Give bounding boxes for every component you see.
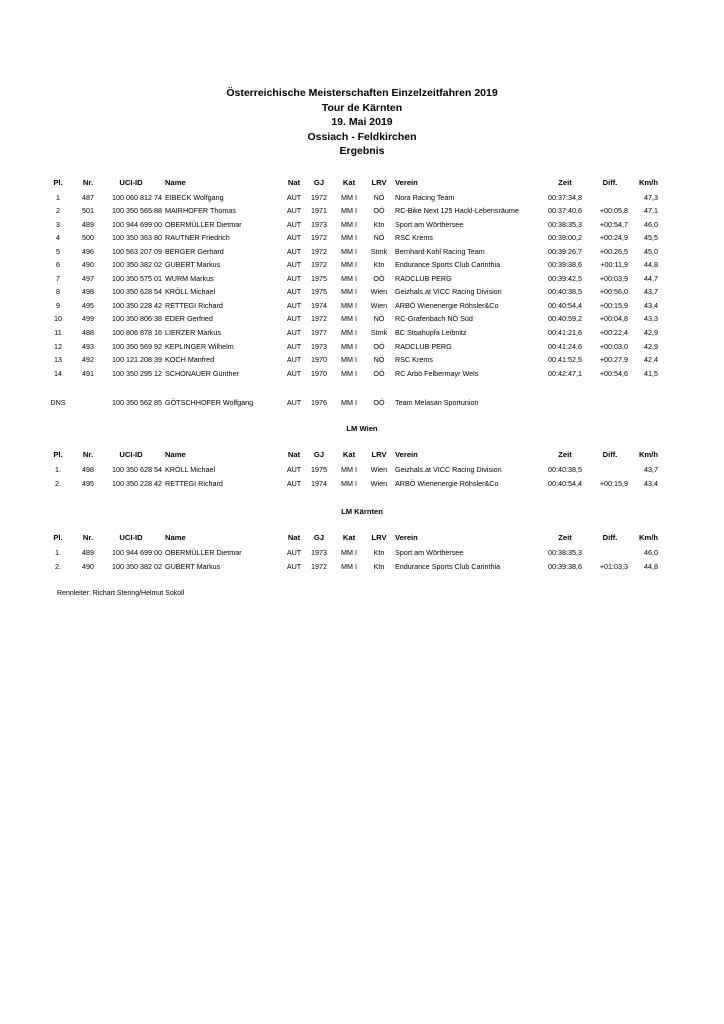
col-lrv: LRV (371, 450, 387, 459)
cell-name: LIERZER Markus (165, 328, 221, 337)
cell-verein: Geizhals.at VICC Racing Division (395, 465, 502, 474)
cell-nr: 489 (82, 548, 94, 557)
cell-nat: AUT (286, 219, 302, 229)
cell-gj: 1972 (311, 233, 327, 243)
cell-gj: 1973 (311, 341, 327, 351)
cell-pl: 2. (55, 562, 61, 571)
cell-pl: 1. (55, 465, 61, 474)
cell-kmh: 43,4 (644, 300, 658, 310)
cell-diff: +00:54,7 (599, 219, 628, 229)
cell-kat: MM I (341, 273, 357, 283)
col-uci: UCI-ID (119, 533, 143, 542)
cell-kat: MM I (341, 192, 357, 202)
cell-nr: 500 (82, 233, 94, 243)
cell-zeit: 00:40:38,5 (548, 465, 582, 474)
col-kat: Kat (342, 178, 356, 187)
cell-kat: MM I (341, 233, 357, 243)
cell-uci: 100 350 295 12 (112, 368, 162, 378)
cell-uci: 100 806 878 16 (112, 328, 162, 337)
cell-zeit: 00:40:38,5 (548, 287, 582, 297)
cell-nr: 499 (82, 314, 94, 324)
cell-pl: 11 (54, 328, 62, 337)
cell-verein: RC-Bike Next 125 Hackl-Lebensräume (395, 206, 519, 216)
cell-kmh: 42,4 (644, 355, 658, 365)
cell-nat: AUT (286, 398, 302, 407)
cell-zeit: 00:41:24,6 (548, 341, 582, 351)
cell-zeit: 00:40:54,4 (548, 479, 582, 488)
cell-verein: RC Arbö Felbermayr Wels (395, 368, 479, 378)
cell-kmh: 44,8 (644, 562, 658, 571)
cell-nat: AUT (286, 562, 302, 571)
table-row (0, 478, 724, 490)
cell-kat: MM I (341, 368, 357, 378)
cell-pl: 12 (54, 341, 62, 351)
cell-kat: MM I (341, 260, 357, 270)
cell-kmh: 46,0 (644, 219, 658, 229)
cell-lrv: Stmk (370, 246, 388, 256)
cell-verein: BC Stoahupfa Leibnitz (395, 328, 467, 337)
col-nat: Nat (287, 533, 301, 542)
col-uci: UCI-ID (119, 178, 143, 187)
table-row (0, 313, 724, 325)
col-pl: Pl. (53, 533, 63, 542)
cell-nr: 492 (82, 355, 94, 365)
table-row (0, 286, 724, 298)
cell-diff: +00:03,9 (599, 273, 628, 283)
table-row (0, 561, 724, 573)
cell-pl: 2 (56, 206, 60, 216)
cell-nat: AUT (286, 368, 302, 378)
col-verein: Verein (395, 178, 418, 187)
cell-lrv: NÖ (373, 355, 385, 365)
cell-kmh: 43,7 (644, 287, 658, 297)
cell-zeit: 00:39:42,5 (548, 273, 582, 283)
col-lrv: LRV (371, 533, 387, 542)
cell-uci: 100 121 208 39 (112, 355, 162, 365)
cell-pl: 5 (56, 246, 60, 256)
cell-name: EDER Gerfried (165, 314, 213, 324)
cell-uci: 100 350 228 42 (112, 479, 162, 488)
cell-uci: 100 350 382 02 (112, 562, 162, 571)
cell-lrv: Wien (370, 287, 388, 297)
cell-lrv: Ktn (373, 260, 385, 270)
cell-gj: 1970 (311, 355, 327, 365)
cell-lrv: OÖ (373, 206, 385, 216)
cell-name: OBERMÜLLER Dietmar (165, 219, 242, 229)
cell-gj: 1974 (311, 300, 327, 310)
cell-nr: 495 (82, 479, 94, 488)
table-row (0, 327, 724, 339)
cell-nat: AUT (286, 355, 302, 365)
lm-kaernten-title: LM Kärnten (341, 507, 383, 516)
col-zeit: Zeit (558, 533, 572, 542)
cell-gj: 1975 (311, 287, 327, 297)
cell-nat: AUT (286, 328, 302, 337)
cell-lrv: OÖ (373, 368, 385, 378)
cell-nat: AUT (286, 314, 302, 324)
cell-diff: +00:24,9 (599, 233, 628, 243)
cell-uci: 100 350 575 01 (112, 273, 162, 283)
cell-zeit: 00:40:54,4 (548, 300, 582, 310)
cell-nr: 498 (82, 287, 94, 297)
cell-diff: +00:15,9 (599, 479, 628, 488)
cell-name: EIBECK Wolfgang (165, 192, 224, 202)
cell-uci: 100 563 207 09 (112, 246, 162, 256)
cell-diff: +00:54,6 (599, 368, 628, 378)
cell-nr: 497 (82, 273, 94, 283)
col-nr: Nr. (82, 178, 94, 187)
cell-name: WURM Markus (165, 273, 214, 283)
cell-pl: 13 (54, 355, 62, 365)
cell-lrv: NÖ (373, 192, 385, 202)
cell-name: KRÖLL Michael (165, 465, 216, 474)
cell-nat: AUT (286, 192, 302, 202)
cell-verein: RSC Krems (395, 355, 433, 365)
cell-kat: MM I (341, 562, 357, 571)
cell-lrv: Wien (370, 479, 388, 488)
cell-kmh: 46,0 (644, 548, 658, 557)
cell-gj: 1972 (311, 192, 327, 202)
cell-kat: MM I (341, 219, 357, 229)
cell-verein: RSC Krems (395, 233, 433, 243)
table-row (0, 219, 724, 231)
cell-diff: +00:05,8 (599, 206, 628, 216)
cell-kmh: 47,1 (644, 206, 658, 216)
cell-pl: 7 (56, 273, 60, 283)
cell-gj: 1972 (311, 562, 327, 571)
cell-uci: 100 350 628 54 (112, 465, 162, 474)
cell-pl: 4 (56, 233, 60, 243)
col-verein: Verein (395, 533, 418, 542)
cell-lrv: NÖ (373, 314, 385, 324)
table-row (0, 397, 724, 409)
cell-pl: 14 (54, 368, 62, 378)
cell-uci: 100 350 806 38 (112, 314, 162, 324)
cell-nat: AUT (286, 287, 302, 297)
table-row (0, 192, 724, 204)
cell-nat: AUT (286, 260, 302, 270)
cell-zeit: 00:40:59,2 (548, 314, 582, 324)
cell-diff: +00:26,5 (599, 246, 628, 256)
table-row (0, 205, 724, 217)
cell-zeit: 00:42:47,1 (548, 368, 582, 378)
cell-pl: 2. (55, 479, 61, 488)
cell-nr: 490 (82, 562, 94, 571)
cell-verein: Team Melasan Sportunion (395, 398, 479, 407)
col-name: Name (165, 533, 186, 542)
cell-gj: 1972 (311, 246, 327, 256)
cell-pl: 1 (56, 192, 60, 202)
cell-zeit: 00:37:40,6 (548, 206, 582, 216)
cell-kat: MM I (341, 548, 357, 557)
lm-wien-title: LM Wien (346, 424, 378, 433)
cell-uci: 100 350 569 92 (112, 341, 162, 351)
cell-verein: Sport am Wörthersee (395, 548, 464, 557)
cell-name: MAIRHOFER Thomas (165, 206, 236, 216)
table-row (0, 300, 724, 312)
cell-lrv: Wien (370, 465, 388, 474)
col-diff: Diff. (602, 450, 618, 459)
cell-nat: AUT (286, 233, 302, 243)
event-date: 19. Mai 2019 (331, 116, 393, 128)
cell-diff: +00:27,9 (599, 355, 628, 365)
cell-zeit: 00:38:35,3 (548, 219, 582, 229)
cell-nr: 489 (82, 219, 94, 229)
table-row (0, 368, 724, 380)
cell-gj: 1975 (311, 465, 327, 474)
cell-gj: 1972 (311, 314, 327, 324)
cell-diff: +00:03,0 (599, 341, 628, 351)
table-row (0, 354, 724, 366)
col-nat: Nat (287, 450, 301, 459)
cell-nr: 498 (82, 465, 94, 474)
cell-name: SCHÖNAUER Günther (165, 368, 239, 378)
cell-nr: 493 (82, 341, 94, 351)
cell-name: KRÖLL Michael (165, 287, 216, 297)
col-gj: GJ (313, 533, 325, 542)
cell-uci: 100 944 699 00 (112, 219, 162, 229)
col-kmh: Km/h (639, 178, 658, 187)
cell-verein: ARBÖ Wienenergie Röhsler&Co (395, 479, 499, 488)
cell-uci: 100 350 628 54 (112, 287, 162, 297)
cell-name: BERGER Gerhard (165, 246, 224, 256)
cell-uci: 100 350 565 88 (112, 206, 162, 216)
cell-gj: 1977 (311, 328, 327, 337)
cell-nr: 495 (82, 300, 94, 310)
col-kmh: Km/h (639, 533, 658, 542)
cell-kmh: 42,9 (644, 328, 658, 337)
cell-pl: 10 (54, 314, 62, 324)
col-kmh: Km/h (639, 450, 658, 459)
results-heading: Ergebnis (339, 145, 385, 157)
col-nr: Nr. (82, 450, 94, 459)
cell-kmh: 42,9 (644, 341, 658, 351)
col-kat: Kat (342, 450, 356, 459)
table-row (0, 232, 724, 244)
cell-kmh: 43,4 (644, 479, 658, 488)
lm-kaernten-table-header (0, 532, 724, 544)
cell-verein: Endurance Sports Club Carinthia (395, 562, 501, 571)
cell-nr: 488 (82, 328, 94, 337)
cell-kmh: 43,7 (644, 465, 658, 474)
document-header (0, 86, 724, 159)
cell-pl: 1. (55, 548, 61, 557)
col-kat: Kat (342, 533, 356, 542)
championship-title: Österreichische Meisterschaften Einzelzeitfahren 2019 (226, 87, 498, 99)
course-name: Ossiach - Feldkirchen (307, 130, 417, 143)
cell-zeit: 00:39:38,6 (548, 562, 582, 571)
cell-gj: 1975 (311, 273, 327, 283)
col-uci: UCI-ID (119, 450, 143, 459)
cell-verein: RC-Grafenbach NÖ Süd (395, 314, 473, 324)
cell-pl: DNS (50, 398, 66, 407)
cell-kat: MM I (341, 206, 357, 216)
cell-pl: 9 (56, 300, 60, 310)
cell-nat: AUT (286, 206, 302, 216)
cell-zeit: 00:39:26,7 (548, 246, 582, 256)
cell-verein: RADCLUB PERG (395, 273, 452, 283)
cell-lrv: Ktn (373, 548, 385, 557)
cell-diff: +00:11,9 (600, 260, 628, 270)
cell-diff: +00:22,4 (599, 328, 628, 337)
cell-verein: Endurance Sports Club Carinthia (395, 260, 501, 270)
cell-verein: ARBÖ Wienenergie Röhsler&Co (395, 300, 499, 310)
tour-name: Tour de Kärnten (321, 101, 403, 114)
cell-gj: 1970 (311, 368, 327, 378)
cell-name: RETTEGI Richard (165, 479, 223, 488)
cell-uci: 100 944 699 00 (112, 548, 162, 557)
cell-uci: 100 060 812 74 (112, 192, 162, 202)
cell-name: RETTEGI Richard (165, 300, 223, 310)
cell-verein: Bernhard Kohl Racing Team (395, 246, 485, 256)
col-pl: Pl. (53, 450, 63, 459)
col-diff: Diff. (602, 178, 618, 187)
cell-lrv: Ktn (373, 562, 385, 571)
cell-lrv: OÖ (373, 398, 385, 407)
cell-kmh: 47,3 (644, 192, 658, 202)
cell-uci: 100 350 363 80 (112, 233, 162, 243)
cell-pl: 8 (56, 287, 60, 297)
cell-nat: AUT (286, 273, 302, 283)
cell-kmh: 44,7 (644, 273, 658, 283)
cell-nr: 496 (82, 246, 94, 256)
cell-nr: 490 (82, 260, 94, 270)
cell-kmh: 45,5 (644, 233, 658, 243)
race-director: Rennleiter: Richart Stering/Helmut Sokoll (57, 590, 185, 597)
cell-zeit: 00:41:21,6 (548, 328, 582, 337)
col-zeit: Zeit (558, 450, 572, 459)
cell-nat: AUT (286, 479, 302, 488)
cell-verein: Nora Racing Team (395, 192, 455, 202)
cell-kat: MM I (341, 398, 357, 407)
table-row (0, 341, 724, 353)
cell-kat: MM I (341, 465, 357, 474)
cell-name: GUBERT Markus (165, 260, 221, 270)
cell-gj: 1972 (311, 260, 327, 270)
cell-kmh: 43,3 (644, 314, 658, 324)
cell-diff: +00:04,8 (599, 314, 628, 324)
cell-diff: +00:56,0 (599, 287, 628, 297)
cell-lrv: OÖ (373, 273, 385, 283)
cell-gj: 1973 (311, 548, 327, 557)
cell-name: GUBERT Markus (165, 562, 221, 571)
cell-zeit: 00:38:35,3 (548, 548, 582, 557)
cell-gj: 1973 (311, 219, 327, 229)
cell-kat: MM I (341, 246, 357, 256)
cell-kat: MM I (341, 341, 357, 351)
cell-name: KEPLINGER Wilhelm (165, 341, 234, 351)
cell-kmh: 45,0 (644, 246, 658, 256)
col-pl: Pl. (53, 178, 63, 187)
cell-nat: AUT (286, 246, 302, 256)
cell-nat: AUT (286, 548, 302, 557)
cell-verein: RADCLUB PERG (395, 341, 452, 351)
cell-name: KOCH Manfred (165, 355, 215, 365)
cell-zeit: 00:39:38,6 (548, 260, 582, 270)
cell-nr: 501 (82, 206, 94, 216)
cell-kat: MM I (341, 300, 357, 310)
col-nr: Nr. (82, 533, 94, 542)
table-row (0, 259, 724, 271)
col-gj: GJ (313, 450, 325, 459)
cell-lrv: Wien (370, 300, 388, 310)
col-gj: GJ (313, 178, 325, 187)
cell-zeit: 00:41:52,5 (548, 355, 582, 365)
cell-verein: Sport am Wörthersee (395, 219, 464, 229)
cell-kat: MM I (341, 328, 357, 337)
lm-wien-table-header (0, 449, 724, 461)
cell-lrv: OÖ (373, 341, 385, 351)
cell-kat: MM I (341, 479, 357, 488)
cell-nat: AUT (286, 300, 302, 310)
cell-diff: +01:03,3 (599, 562, 628, 571)
col-verein: Verein (395, 450, 418, 459)
cell-nat: AUT (286, 465, 302, 474)
col-diff: Diff. (602, 533, 618, 542)
table-row (0, 246, 724, 258)
cell-name: RAUTNER Friedrich (165, 233, 230, 243)
cell-pl: 3 (56, 219, 60, 229)
cell-name: OBERMÜLLER Dietmar (165, 548, 242, 557)
cell-nr: 487 (82, 192, 94, 202)
cell-kmh: 41,5 (644, 368, 658, 378)
col-lrv: LRV (371, 178, 387, 187)
cell-kat: MM I (341, 355, 357, 365)
cell-nat: AUT (286, 341, 302, 351)
cell-kmh: 44,8 (644, 260, 658, 270)
col-name: Name (165, 450, 186, 459)
cell-uci: 100 350 228 42 (112, 300, 162, 310)
cell-nr: 491 (82, 368, 94, 378)
cell-lrv: Ktn (373, 219, 385, 229)
cell-diff: +00:15,9 (599, 300, 628, 310)
cell-uci: 100 350 382 02 (112, 260, 162, 270)
main-table-header (0, 177, 724, 189)
cell-name: GÖTSCHHOFER Wolfgang (165, 398, 254, 407)
table-row (0, 464, 724, 476)
table-row (0, 547, 724, 559)
cell-zeit: 00:37:34,8 (548, 192, 582, 202)
cell-lrv: Stmk (370, 328, 388, 337)
cell-kat: MM I (341, 287, 357, 297)
col-zeit: Zeit (558, 178, 572, 187)
cell-lrv: NÖ (373, 233, 385, 243)
cell-uci: 100 350 562 85 (112, 398, 162, 407)
cell-gj: 1971 (311, 206, 327, 216)
table-row (0, 273, 724, 285)
cell-pl: 6 (56, 260, 60, 270)
cell-zeit: 00:39:00,2 (548, 233, 582, 243)
cell-gj: 1974 (311, 479, 327, 488)
col-nat: Nat (287, 178, 301, 187)
cell-verein: Geizhals.at VICC Racing Division (395, 287, 502, 297)
cell-gj: 1976 (311, 398, 327, 407)
col-name: Name (165, 178, 186, 187)
cell-kat: MM I (341, 314, 357, 324)
